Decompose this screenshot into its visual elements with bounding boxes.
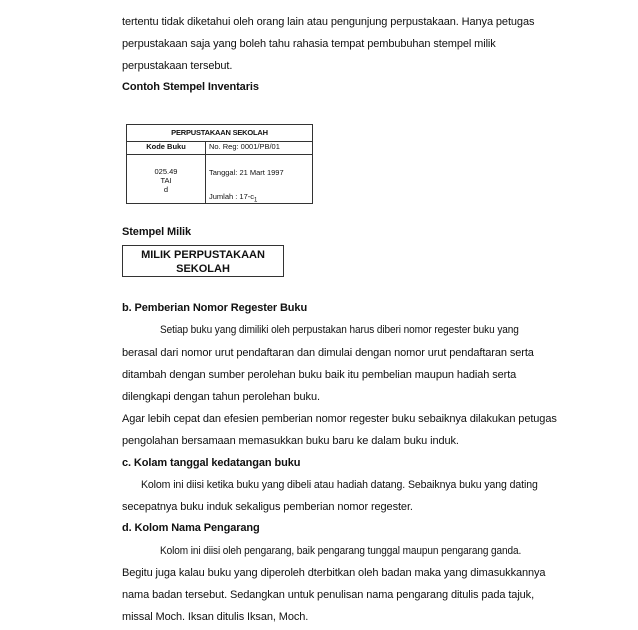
body-text-line: secepatnya buku induk sekaligus pemberian nomor regester. bbox=[122, 501, 413, 513]
jumlah-value bbox=[209, 192, 257, 204]
body-text-line: Agar lebih cepat dan efesien pemberian nomor regester buku sebaiknya dilakukan petugas bbox=[122, 413, 557, 425]
body-text-line: Setiap buku yang dimiliki oleh perpustakan harus diberi nomor regester buku yang bbox=[160, 324, 519, 336]
section-b-heading: b. Pemberian Nomor Regester Buku bbox=[122, 302, 308, 314]
body-text-line: pengolahan bersamaan memasukkan buku baru ke dalam buku induk. bbox=[122, 435, 459, 447]
reg-number: No. Reg: 0001/PB/01 bbox=[209, 142, 280, 151]
jumlah-subscript: 1 bbox=[254, 197, 258, 204]
jumlah-text: Jumlah : 17-c bbox=[209, 192, 255, 201]
stamp-vertical-divider bbox=[205, 141, 206, 203]
body-text-line: ditambah dengan sumber perolehan buku baik itu pembelian maupun hadiah serta bbox=[122, 369, 517, 381]
tanggal-value: Tanggal: 21 Mart 1997 bbox=[209, 168, 284, 177]
body-text-line: Begitu juga kalau buku yang diperoleh dterbitkan oleh badan maka yang dimasukkannya bbox=[122, 567, 546, 579]
stamp-milik bbox=[122, 245, 284, 277]
kode-buku-label: Kode Buku bbox=[146, 142, 186, 151]
stamp-inventaris bbox=[126, 124, 313, 204]
call-number-title: d bbox=[163, 185, 169, 194]
body-text-line: Kolom ini diisi oleh pengarang, baik pengarang tunggal maupun pengarang ganda. bbox=[160, 545, 522, 557]
body-text-line: dilengkapi dengan tahun perolehan buku. bbox=[122, 391, 320, 403]
body-text-line: perpustakaan saja yang boleh tahu rahasia tempat pembubuhan stempel milik bbox=[122, 38, 496, 50]
section-d-heading: d. Kolom Nama Pengarang bbox=[122, 522, 260, 534]
section-c-heading: c. Kolam tanggal kedatangan buku bbox=[122, 457, 301, 469]
body-text-line: tertentu tidak diketahui oleh orang lain atau pengunjung perpustakaan. Hanya petugas bbox=[122, 16, 535, 28]
call-number-author: TAI bbox=[160, 176, 172, 185]
body-text-line: nama badan tersebut. Sedangkan untuk penulisan nama pengarang ditulis pada tajuk, bbox=[122, 589, 535, 601]
call-number bbox=[127, 167, 205, 194]
stamp-horizontal-divider bbox=[127, 154, 312, 155]
body-text-line: missal Moch. Iksan ditulis Iksan, Moch. bbox=[122, 611, 309, 623]
body-text-line: Kolom ini diisi ketika buku yang dibeli atau hadiah datang. Sebaiknya buku yang dating bbox=[141, 479, 538, 491]
body-text-line: perpustakaan tersebut. bbox=[122, 60, 233, 72]
call-number-class: 025.49 bbox=[154, 167, 178, 176]
stamp-milik-line1: MILIK PERPUSTAKAAN bbox=[141, 249, 265, 261]
stamp-inventaris-title: PERPUSTAKAAN SEKOLAH bbox=[127, 125, 312, 142]
body-text-line: berasal dari nomor urut pendaftaran dan dimulai dengan nomor urut pendaftaran serta bbox=[122, 347, 534, 359]
stamp-milik-line2: SEKOLAH bbox=[176, 263, 230, 275]
heading-stempel-milik: Stempel Milik bbox=[122, 226, 191, 238]
heading-contoh-stempel: Contoh Stempel Inventaris bbox=[122, 81, 259, 93]
